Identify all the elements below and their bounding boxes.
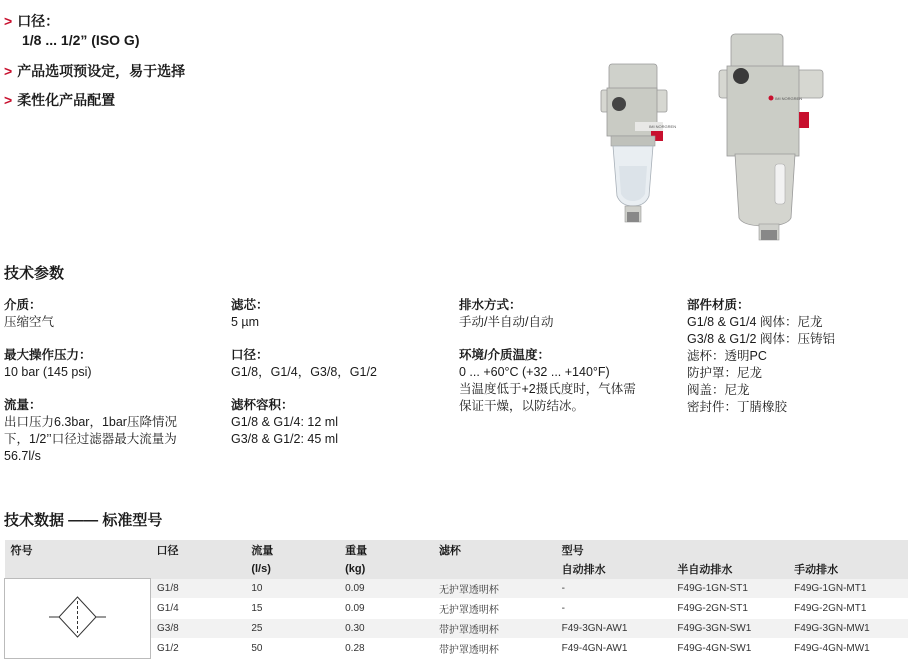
small-filter-image bbox=[601, 64, 676, 222]
header-bowl: 滤杯 bbox=[433, 540, 556, 559]
param-temperature: 环境/介质温度： 0 ... +60°C (+32 ... +140°F) 当温度低于+2摄氏度时，气体需 保证干燥，以防结冰。 bbox=[459, 348, 636, 413]
table-row: G1/8 10 0.09 无护罩透明杯 - F49G-1GN-ST1 F49G-1GN-MT1 bbox=[5, 579, 909, 599]
feature-item-options: > 产品选项预设定，易于选择 bbox=[4, 63, 186, 79]
feature-item-flexible: > 柔性化产品配置 bbox=[4, 92, 116, 108]
table-header-row-2 bbox=[5, 559, 909, 579]
param-element: 滤芯： 5 µm bbox=[231, 298, 269, 329]
header-weight-unit: (kg) bbox=[339, 559, 433, 579]
tech-data-table bbox=[4, 540, 908, 659]
tech-params-title: 技术参数 bbox=[4, 265, 65, 282]
param-max-pressure: 最大操作压力： 10 bar (145 psi) bbox=[4, 348, 92, 379]
header-flow-unit: (l/s) bbox=[245, 559, 339, 579]
large-filter-image bbox=[719, 34, 823, 240]
feature-sub: 1/8 ... 1/2” (ISO G) bbox=[22, 32, 140, 48]
table-row: G1/2 50 0.28 带护罩透明杯 F49-4GN-AW1 F49G-4GN-SW1 F49G-4GN-MW1 bbox=[5, 638, 909, 658]
header-flow: 流量 bbox=[245, 540, 339, 559]
filter-symbol-cell bbox=[5, 579, 151, 659]
tech-data-title: 技术数据 —— 标准型号 bbox=[4, 512, 163, 529]
brand-logo-large: IMI NORGREN bbox=[775, 96, 803, 101]
param-medium: 介质： 压缩空气 bbox=[4, 298, 55, 329]
param-port: 口径： G1/8，G1/4，G3/8，G1/2 bbox=[231, 348, 377, 379]
header-semi-auto-drain: 半自动排水 bbox=[671, 559, 788, 579]
chevron-right-icon: > bbox=[4, 63, 13, 79]
param-materials: 部件材质： G1/8 & G1/4 阀体：尼龙 G3/8 & G1/2 阀体：压铸铝 滤杯：透明PC 防护罩：尼龙 阀盖：尼龙 密封件：丁腈橡胶 bbox=[687, 298, 835, 414]
tech-params-col-4 bbox=[687, 297, 835, 432]
table-row: G3/8 25 0.30 带护罩透明杯 F49-3GN-AW1 F49G-3GN-SW1 F49G-3GN-MW1 bbox=[5, 618, 909, 638]
header-port: 口径 bbox=[151, 540, 246, 559]
param-flow: 流量： 出口压力6.3bar，1bar压降情况 下，1/2’’口径过滤器最大流量为 56.7l/s bbox=[4, 398, 177, 463]
header-manual-drain: 手动排水 bbox=[788, 559, 908, 579]
chevron-right-icon: > bbox=[4, 92, 13, 108]
param-bowl-volume: 滤杯容积： G1/8 & G1/4: 12 ml G3/8 & G1/2: 45 ml bbox=[231, 398, 338, 446]
table-header-row bbox=[5, 540, 909, 559]
header-symbol: 符号 bbox=[5, 540, 151, 559]
tech-params-col-3 bbox=[459, 297, 636, 431]
brand-logo: IMI NORGREN bbox=[649, 124, 677, 129]
chevron-right-icon: > bbox=[4, 13, 13, 29]
feature-item-port: > 口径： 1/8 ... 1/2” (ISO G) bbox=[4, 13, 140, 48]
tech-params-col-1 bbox=[4, 297, 177, 481]
header-model: 型号 bbox=[556, 540, 672, 559]
header-weight: 重量 bbox=[339, 540, 433, 559]
filter-symbol-icon bbox=[5, 579, 150, 655]
product-image bbox=[595, 26, 835, 244]
header-auto-drain: 自动排水 bbox=[556, 559, 672, 579]
param-drain: 排水方式： 手动/半自动/自动 bbox=[459, 298, 554, 329]
table-row: G1/4 15 0.09 无护罩透明杯 - F49G-2GN-ST1 F49G-2GN-MT1 bbox=[5, 598, 909, 618]
tech-params-col-2 bbox=[231, 297, 377, 464]
